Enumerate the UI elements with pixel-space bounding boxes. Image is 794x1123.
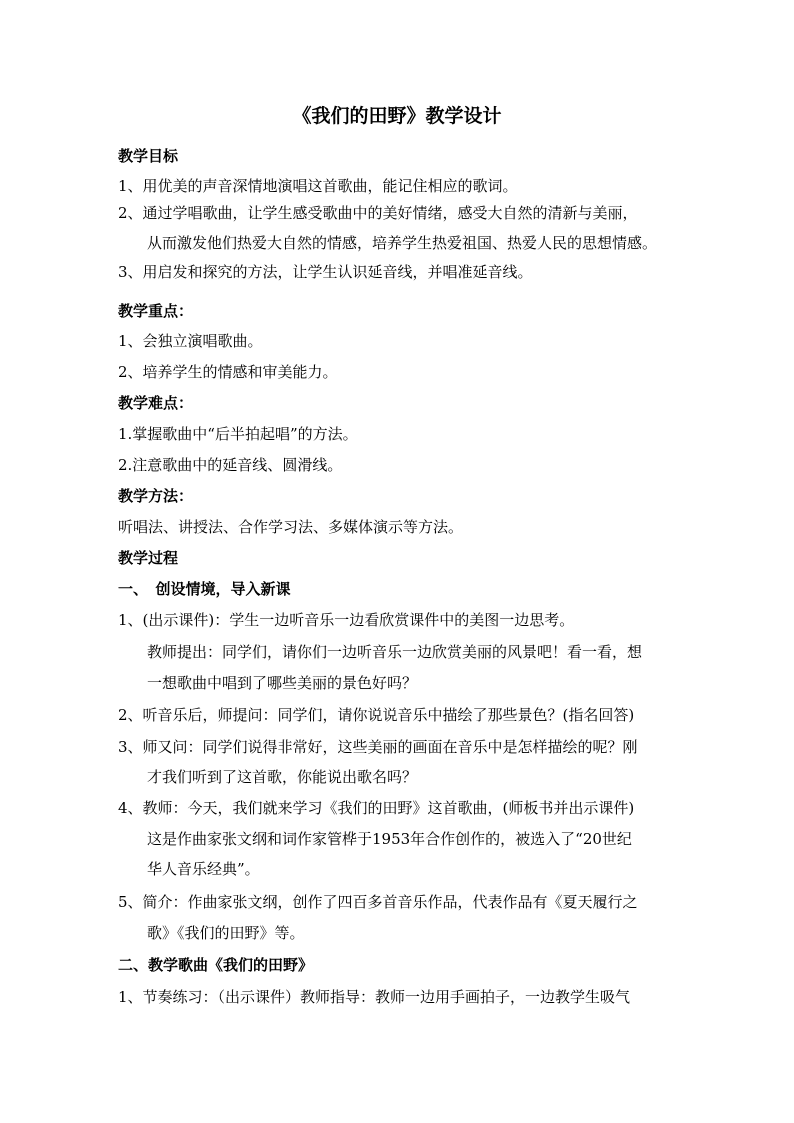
process-item-5-cont: 歌》《我们的田野》等。 <box>147 924 305 942</box>
process-item-4-cont-1: 这是作曲家张文纲和词作家管桦于1953年合作创作的，被选入了“20世纪 <box>147 830 632 848</box>
goal-item-2: 2、通过学唱歌曲，让学生感受歌曲中的美好情绪，感受大自然的清新与美丽， <box>118 204 638 222</box>
difficulty-1: 1.掌握歌曲中“后半拍起唱”的方法。 <box>118 425 358 443</box>
key-point-2: 2、培养学生的情感和审美能力。 <box>118 363 338 381</box>
process-item-3-cont: 才我们听到了这首歌，你能说出歌名吗？ <box>147 768 418 786</box>
process-item-1-cont-2: 一想歌曲中唱到了哪些美丽的景色好吗？ <box>147 674 418 692</box>
section-two-heading: 二、教学歌曲《我们的田野》 <box>118 956 314 974</box>
heading-key-points: 教学重点： <box>118 302 194 320</box>
process-item-1-cont-1: 教师提出：同学们，请你们一边听音乐一边欣赏美丽的风景吧！看一看，想 <box>147 643 643 661</box>
section-two-item-1: 1、节奏练习：（出示课件）教师指导：教师一边用手画拍子，一边教学生吸气 <box>118 988 631 1006</box>
process-item-4: 4、教师：今天，我们就来学习《我们的田野》这首歌曲，(师板书并出示课件) <box>118 799 635 817</box>
difficulty-2: 2.注意歌曲中的延音线、圆滑线。 <box>118 456 343 474</box>
heading-process: 教学过程 <box>118 549 179 567</box>
heading-goals: 教学目标 <box>118 147 179 165</box>
heading-methods: 教学方法： <box>118 487 194 505</box>
process-item-5: 5、简介：作曲家张文纲，创作了四百多首音乐作品，代表作品有《夏天履行之 <box>118 893 638 911</box>
process-item-2: 2、听音乐后，师提问：同学们，请你说说音乐中描绘了那些景色？(指名回答) <box>118 706 635 724</box>
goal-item-3: 3、用启发和探究的方法，让学生认识延音线，并唱准延音线。 <box>118 263 533 281</box>
process-item-3: 3、师又问：同学们说得非常好，这些美丽的画面在音乐中是怎样描绘的呢？刚 <box>118 738 638 756</box>
process-item-1: 1、(出示课件)：学生一边听音乐一边看欣赏课件中的美图一边思考。 <box>118 611 575 629</box>
section-one-heading: 一、 创设情境，导入新课 <box>118 580 291 598</box>
process-item-4-cont-2: 华人音乐经典”。 <box>147 860 260 878</box>
methods-text: 听唱法、讲授法、合作学习法、多媒体演示等方法。 <box>118 518 464 536</box>
document-title: 《我们的田野》教学设计 <box>292 105 502 127</box>
heading-difficulties: 教学难点： <box>118 394 194 412</box>
goal-item-2-cont: 从而激发他们热爱大自然的情感，培养学生热爱祖国、热爱人民的思想情感。 <box>147 234 658 252</box>
key-point-1: 1、会独立演唱歌曲。 <box>118 332 263 350</box>
goal-item-1: 1、用优美的声音深情地演唱这首歌曲，能记住相应的歌词。 <box>118 177 518 195</box>
